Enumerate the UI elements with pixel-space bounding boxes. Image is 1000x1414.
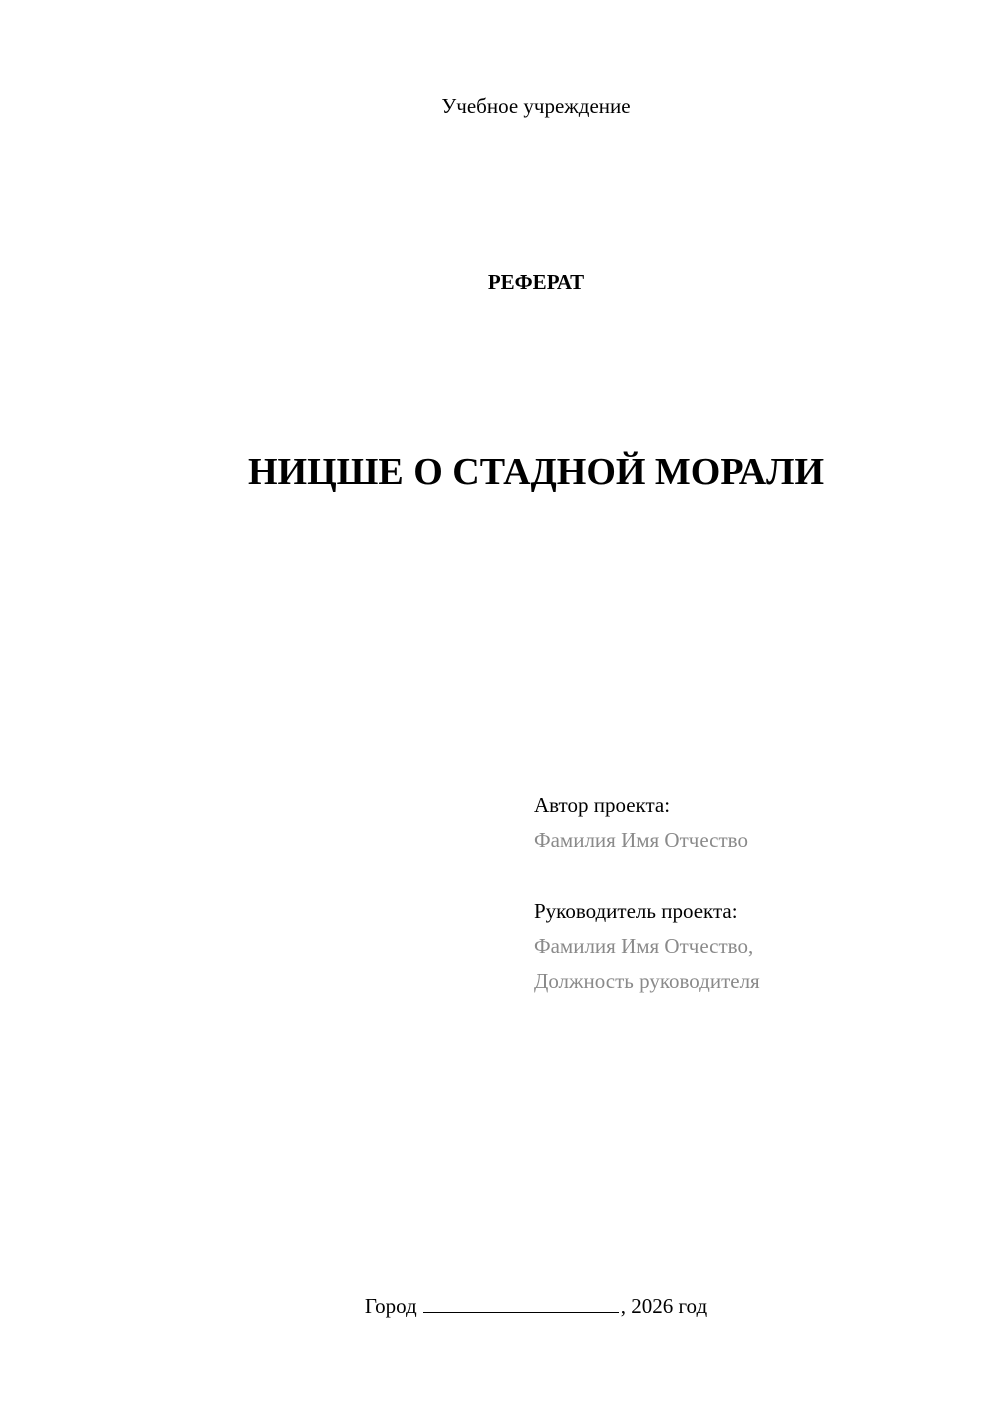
supervisor-position: Должность руководителя	[534, 969, 760, 993]
city-label: Город	[364, 1294, 417, 1318]
footer-city-year	[0, 1290, 1000, 1320]
signatures-block	[534, 788, 974, 999]
author-name: Фамилия Имя Отчество	[534, 828, 748, 852]
institution-name: Учебное учреждение	[441, 94, 631, 118]
city-blank-line	[423, 1290, 619, 1313]
signature-spacer	[534, 858, 974, 894]
document-title: НИЦШЕ О СТАДНОЙ МОРАЛИ	[247, 451, 825, 493]
supervisor-label: Руководитель проекта:	[534, 899, 738, 923]
author-label: Автор проекта:	[534, 793, 671, 817]
supervisor-name: Фамилия Имя Отчество,	[534, 934, 754, 958]
year-text: , 2026 год	[620, 1294, 708, 1318]
document-type: РЕФЕРАТ	[487, 270, 585, 294]
